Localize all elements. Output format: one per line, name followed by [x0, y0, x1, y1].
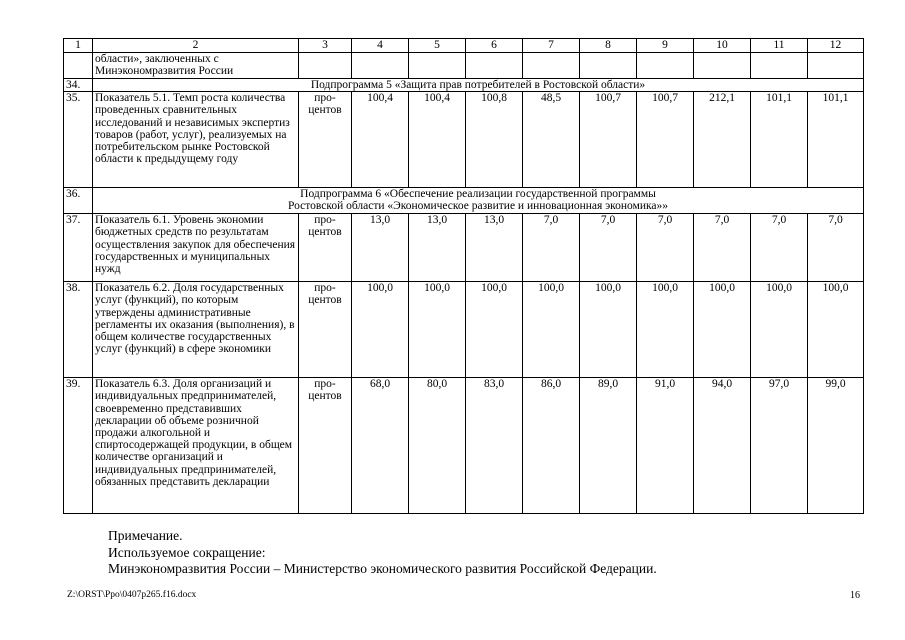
row-number-cell: 38. [64, 282, 93, 378]
value-cell: 7,0 [751, 214, 808, 282]
value-cell: 86,0 [523, 378, 580, 514]
value-cell: 13,0 [409, 214, 466, 282]
value-cell: 68,0 [352, 378, 409, 514]
value-cell: 212,1 [694, 92, 751, 188]
value-cell: 80,0 [409, 378, 466, 514]
indicator-text-cell: Показатель 5.1. Темп роста количества проведенных сравнительных исследований и независимых экспертиз товаров (работ, услуг), реализуемых на потребительском рынке Ростовской области к предыдущему году [93, 92, 299, 188]
subprogram-title: Подпрограмма 5 «Защита прав потребителей в Ростовской области» [93, 79, 864, 92]
row-number-cell: 39. [64, 378, 93, 514]
value-cell [352, 53, 409, 79]
value-cell: 97,0 [751, 378, 808, 514]
indicator-text-cell: Показатель 6.1. Уровень экономии бюджетных средств по результатам осуществления закупок для обеспечения государственных и муниципальных нужд [93, 214, 299, 282]
header-cell: 4 [352, 39, 409, 53]
value-cell: 100,0 [751, 282, 808, 378]
value-cell: 89,0 [580, 378, 637, 514]
unit-cell [299, 53, 352, 79]
header-cell: 2 [93, 39, 299, 53]
value-cell: 7,0 [808, 214, 864, 282]
footer-file-path: Z:\ORST\Ppo\0407p265.f16.docx [67, 590, 197, 600]
value-cell [466, 53, 523, 79]
table-row-continued [64, 53, 864, 79]
subprogram-row [64, 79, 864, 92]
unit-cell: про-центов [299, 282, 352, 378]
header-cell: 9 [637, 39, 694, 53]
subprogram-title-line: Подпрограмма 6 «Обеспечение реализации государственной программы [300, 188, 656, 201]
value-cell: 100,0 [466, 282, 523, 378]
value-cell: 91,0 [637, 378, 694, 514]
value-cell [580, 53, 637, 79]
unit-cell: про-центов [299, 378, 352, 514]
indicator-text-cell: Показатель 6.3. Доля организаций и индивидуальных предпринимателей, своевременно представивших декларации об объеме розничной продажи алкогольной и спиртосодержащей продукции, в общем количестве организаций и индивидуальных предпринимателей, обязанных представить декларации [93, 378, 299, 514]
value-cell: 48,5 [523, 92, 580, 188]
value-cell: 94,0 [694, 378, 751, 514]
page-number: 16 [850, 590, 860, 601]
table-row [64, 378, 864, 514]
value-cell: 7,0 [580, 214, 637, 282]
subprogram-title-line: Ростовской области «Экономическое развитие и инновационная экономика»» [287, 200, 669, 213]
value-cell: 7,0 [694, 214, 751, 282]
header-cell: 10 [694, 39, 751, 53]
value-cell [637, 53, 694, 79]
value-cell [409, 53, 466, 79]
value-cell [523, 53, 580, 79]
row-number-cell: 34. [64, 79, 93, 92]
subprogram-title [93, 188, 864, 214]
indicator-text-cell: Показатель 6.2. Доля государственных услуг (функций), по которым утверждены административные регламенты их оказания (выполнения), в общем количестве государственных услуг (функций) в сфере экономики [93, 282, 299, 378]
value-cell: 100,7 [580, 92, 637, 188]
header-cell: 12 [808, 39, 864, 53]
value-cell [808, 53, 864, 79]
value-cell [694, 53, 751, 79]
value-cell: 7,0 [523, 214, 580, 282]
header-cell: 3 [299, 39, 352, 53]
value-cell: 83,0 [466, 378, 523, 514]
row-number-cell: 36. [64, 188, 93, 214]
value-cell: 100,0 [409, 282, 466, 378]
value-cell: 100,0 [580, 282, 637, 378]
header-cell: 8 [580, 39, 637, 53]
value-cell: 100,0 [694, 282, 751, 378]
value-cell: 99,0 [808, 378, 864, 514]
table-row [64, 214, 864, 282]
subprogram-row [64, 188, 864, 214]
value-cell: 100,4 [352, 92, 409, 188]
value-cell: 100,4 [409, 92, 466, 188]
header-cell: 11 [751, 39, 808, 53]
indicators-table [63, 38, 864, 514]
value-cell: 13,0 [352, 214, 409, 282]
note-abbrev-heading: Используемое сокращение: [108, 544, 266, 560]
row-number-cell: 37. [64, 214, 93, 282]
row-number-cell: 35. [64, 92, 93, 188]
table-row [64, 282, 864, 378]
value-cell: 101,1 [751, 92, 808, 188]
value-cell: 100,8 [466, 92, 523, 188]
unit-cell: про-центов [299, 92, 352, 188]
note-block [108, 528, 657, 578]
value-cell: 7,0 [637, 214, 694, 282]
value-cell [751, 53, 808, 79]
header-cell: 7 [523, 39, 580, 53]
value-cell: 100,0 [523, 282, 580, 378]
note-title: Примечание. [108, 528, 183, 543]
value-cell: 100,0 [352, 282, 409, 378]
table-row [64, 92, 864, 188]
table-header-row [64, 39, 864, 53]
header-cell: 1 [64, 39, 93, 53]
header-cell: 6 [466, 39, 523, 53]
value-cell: 100,0 [637, 282, 694, 378]
indicator-text-cell: области», заключенных с Минэкономразвития России [93, 53, 299, 79]
header-cell: 5 [409, 39, 466, 53]
unit-cell: про-центов [299, 214, 352, 282]
note-abbrev-definition: Минэкономразвития России – Министерство экономического развития Российской Федерации. [108, 561, 657, 576]
row-number-cell [64, 53, 93, 79]
value-cell: 100,7 [637, 92, 694, 188]
value-cell: 13,0 [466, 214, 523, 282]
value-cell: 101,1 [808, 92, 864, 188]
value-cell: 100,0 [808, 282, 864, 378]
